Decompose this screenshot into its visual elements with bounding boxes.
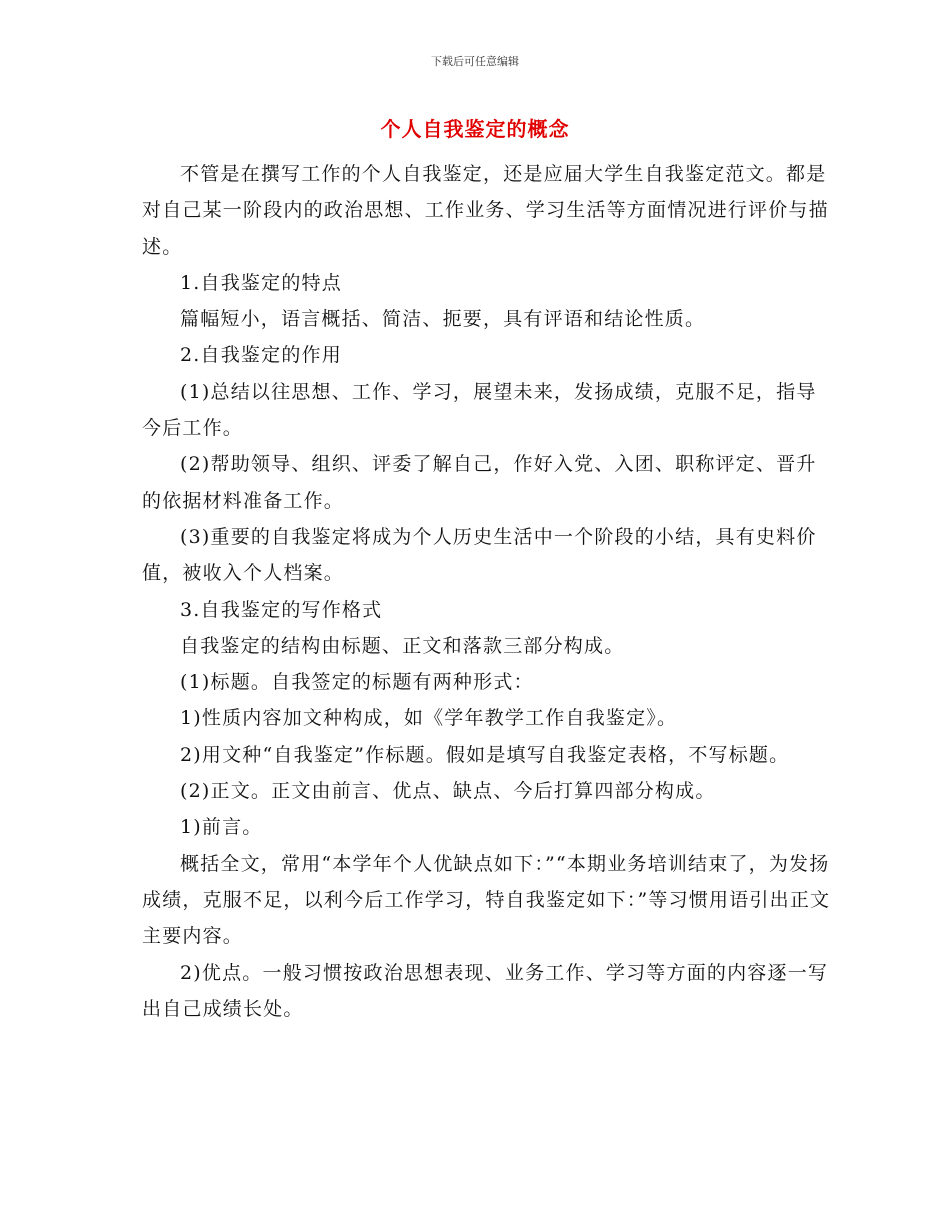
paragraph-title-section: (1)标题。自我签定的标题有两种形式：: [180, 671, 534, 694]
document-title: 个人自我鉴定的概念: [380, 117, 570, 141]
paragraph-features: 篇幅短小，语言概括、简洁、扼要，具有评语和结论性质。: [180, 308, 706, 331]
paragraph-function-3: (3)重要的自我鉴定将成为个人历史生活中一个阶段的小结，具有史料价值，被收入个人档案。: [142, 525, 817, 585]
paragraph-body-section: (2)正文。正文由前言、优点、缺点、今后打算四部分构成。: [180, 780, 716, 803]
paragraph-intro: 不管是在撰写工作的个人自我鉴定，还是应届大学生自我鉴定范文。都是对自己某一阶段内的政治思想、工作业务、学习生活等方面情况进行评价与描述。: [142, 163, 829, 258]
paragraph-structure: 自我鉴定的结构由标题、正文和落款三部分构成。: [180, 634, 625, 657]
paragraph-title-form-1: 1)性质内容加文种构成，如《学年教学工作自我鉴定》。: [180, 707, 678, 730]
heading-format: 3.自我鉴定的写作格式: [180, 598, 383, 621]
paragraph-function-2: (2)帮助领导、组织、评委了解自己，作好入党、入团、职称评定、晋升的依据材料准备工作。: [142, 453, 817, 512]
paragraph-strengths: 2)优点。一般习惯按政治思想表现、业务工作、学习等方面的内容逐一写出自己成绩长处。: [142, 961, 829, 1020]
document-body: [142, 156, 832, 1027]
paragraph-function-1: (1)总结以往思想、工作、学习，展望未来，发扬成绩，克服不足，指导今后工作。: [142, 380, 817, 440]
paragraph-title-form-2: 2)用文种“自我鉴定”作标题。假如是填写自我鉴定表格，不写标题。: [180, 743, 790, 766]
heading-functions: 2.自我鉴定的作用: [180, 344, 342, 367]
heading-features: 1.自我鉴定的特点: [180, 271, 342, 294]
paragraph-preface-heading: 1)前言。: [180, 816, 263, 839]
header-note: 下载后可任意编辑: [431, 55, 519, 68]
paragraph-preface-text: 概括全文，常用“本学年个人优缺点如下：”“本期业务培训结束了，为发扬成绩，克服不足，以利今后工作学习，特自我鉴定如下：”等习惯用语引出正文主要内容。: [142, 852, 831, 948]
